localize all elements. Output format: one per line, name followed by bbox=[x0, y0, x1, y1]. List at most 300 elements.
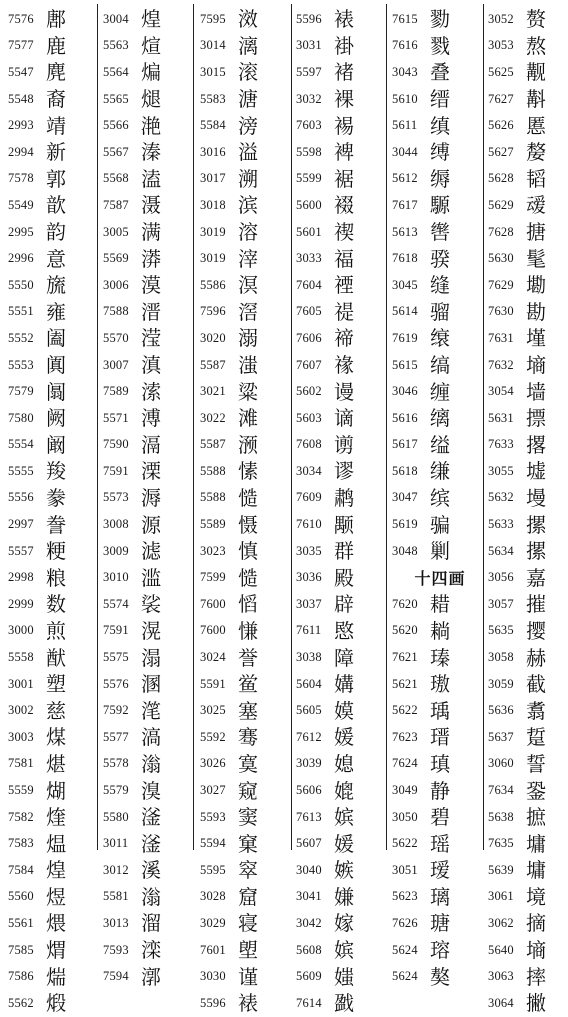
entry-character: 滨 bbox=[238, 193, 258, 218]
entry-character: 嫌 bbox=[334, 884, 354, 909]
entry-number: 3055 bbox=[488, 463, 514, 478]
entry-character: 粳 bbox=[46, 539, 66, 564]
entry-character: 羧 bbox=[46, 459, 66, 484]
entry-number: 7588 bbox=[103, 304, 129, 319]
index-entry bbox=[296, 697, 384, 724]
entry-character: 瑀 bbox=[430, 698, 450, 723]
index-entry bbox=[200, 777, 288, 804]
index-entry bbox=[296, 245, 384, 272]
entry-character: 慊 bbox=[238, 618, 258, 643]
entry-character: 豢 bbox=[46, 485, 66, 510]
index-entry bbox=[200, 990, 288, 1017]
entry-character: 溱 bbox=[141, 140, 161, 165]
entry-character: 墒 bbox=[526, 353, 546, 378]
index-entry bbox=[200, 538, 288, 565]
index-entry bbox=[488, 937, 568, 964]
entry-number: 3037 bbox=[296, 596, 322, 611]
index-entry bbox=[200, 751, 288, 778]
index-entry bbox=[488, 963, 568, 990]
entry-character: 獒 bbox=[430, 964, 450, 989]
entry-number: 5609 bbox=[296, 969, 322, 984]
entry-number: 5637 bbox=[488, 729, 514, 744]
entry-number: 5573 bbox=[103, 490, 129, 505]
entry-character: 窟 bbox=[238, 884, 258, 909]
entry-character: 嫠 bbox=[526, 140, 546, 165]
entry-character: 叠 bbox=[430, 60, 450, 85]
entry-character: 煅 bbox=[46, 991, 66, 1016]
entry-character: 溘 bbox=[141, 166, 161, 191]
entry-number: 3040 bbox=[296, 862, 322, 877]
entry-character: 韵 bbox=[46, 220, 66, 245]
entry-number: 7589 bbox=[103, 384, 129, 399]
entry-character: 煟 bbox=[46, 938, 66, 963]
column-divider bbox=[386, 4, 387, 850]
entry-number: 5596 bbox=[200, 995, 226, 1010]
index-column-1 bbox=[8, 6, 94, 1017]
entry-character: 旒 bbox=[46, 273, 66, 298]
index-entry bbox=[296, 777, 384, 804]
entry-number: 5622 bbox=[392, 703, 418, 718]
entry-character: 溏 bbox=[238, 87, 258, 112]
entry-number: 7580 bbox=[8, 410, 34, 425]
entry-number: 3025 bbox=[200, 703, 226, 718]
entry-character: 雍 bbox=[46, 299, 66, 324]
entry-character: 翥 bbox=[526, 698, 546, 723]
index-entry bbox=[488, 299, 568, 326]
entry-number: 2995 bbox=[8, 224, 34, 239]
entry-number: 5571 bbox=[103, 410, 129, 425]
entry-number: 3009 bbox=[103, 543, 129, 558]
index-entry bbox=[488, 139, 568, 166]
index-entry bbox=[103, 33, 189, 60]
entry-character: 戤 bbox=[334, 991, 354, 1016]
index-entry bbox=[200, 511, 288, 538]
entry-character: 墒 bbox=[526, 938, 546, 963]
entry-number: 7620 bbox=[392, 596, 418, 611]
entry-number: 5596 bbox=[296, 11, 322, 26]
index-entry bbox=[8, 697, 94, 724]
index-entry bbox=[488, 112, 568, 139]
index-entry bbox=[488, 86, 568, 113]
entry-number: 5634 bbox=[488, 543, 514, 558]
entry-character: 群 bbox=[334, 539, 354, 564]
entry-character: 滧 bbox=[238, 7, 258, 32]
entry-character: 璈 bbox=[430, 672, 450, 697]
entry-character: 媸 bbox=[334, 964, 354, 989]
entry-number: 5601 bbox=[296, 224, 322, 239]
index-entry bbox=[200, 644, 288, 671]
index-entry bbox=[488, 564, 568, 591]
entry-character: 勠 bbox=[430, 7, 450, 32]
index-entry bbox=[296, 378, 384, 405]
index-entry bbox=[296, 910, 384, 937]
index-entry bbox=[488, 6, 568, 33]
entry-number: 3002 bbox=[8, 703, 34, 718]
index-entry bbox=[488, 751, 568, 778]
entry-character: 戮 bbox=[430, 33, 450, 58]
index-entry bbox=[392, 937, 480, 964]
entry-character: 溺 bbox=[238, 326, 258, 351]
entry-number: 3063 bbox=[488, 969, 514, 984]
index-entry bbox=[103, 139, 189, 166]
entry-character: 滚 bbox=[238, 60, 258, 85]
entry-character: 墈 bbox=[526, 273, 546, 298]
entry-number: 7618 bbox=[392, 251, 418, 266]
entry-character: 嫉 bbox=[334, 858, 354, 883]
entry-character: 媛 bbox=[334, 831, 354, 856]
entry-number: 7624 bbox=[392, 756, 418, 771]
entry-number: 5579 bbox=[103, 783, 129, 798]
entry-number: 3004 bbox=[103, 11, 129, 26]
entry-character: 溷 bbox=[141, 672, 161, 697]
entry-character: 溢 bbox=[238, 140, 258, 165]
index-entry bbox=[200, 86, 288, 113]
entry-character: 嫁 bbox=[334, 911, 354, 936]
entry-character: 障 bbox=[334, 645, 354, 670]
index-entry bbox=[103, 511, 189, 538]
entry-character: 裸 bbox=[334, 87, 354, 112]
entry-number: 7612 bbox=[296, 729, 322, 744]
entry-character: 鲎 bbox=[238, 672, 258, 697]
entry-character: 境 bbox=[526, 884, 546, 909]
entry-number: 3010 bbox=[103, 570, 129, 585]
entry-character: 漷 bbox=[141, 964, 161, 989]
index-entry bbox=[103, 112, 189, 139]
index-entry bbox=[296, 830, 384, 857]
entry-number: 3038 bbox=[296, 650, 322, 665]
entry-number: 3013 bbox=[103, 915, 129, 930]
entry-character: 誓 bbox=[526, 751, 546, 776]
entry-character: 瑷 bbox=[430, 858, 450, 883]
entry-character: 缠 bbox=[430, 379, 450, 404]
index-entry bbox=[296, 139, 384, 166]
entry-character: 滘 bbox=[238, 299, 258, 324]
entry-number: 3057 bbox=[488, 596, 514, 611]
entry-number: 7627 bbox=[488, 91, 514, 106]
index-entry bbox=[488, 697, 568, 724]
entry-character: 瑱 bbox=[430, 751, 450, 776]
index-entry bbox=[8, 33, 94, 60]
index-entry bbox=[200, 671, 288, 698]
entry-character: 裼 bbox=[334, 113, 354, 138]
entry-character: 勘 bbox=[526, 299, 546, 324]
index-entry bbox=[392, 139, 480, 166]
index-entry bbox=[296, 724, 384, 751]
index-entry bbox=[488, 325, 568, 352]
column-divider bbox=[291, 4, 292, 850]
entry-character: 瑭 bbox=[430, 911, 450, 936]
entry-character: 滢 bbox=[141, 326, 161, 351]
index-entry bbox=[103, 618, 189, 645]
index-entry bbox=[296, 511, 384, 538]
index-entry bbox=[392, 671, 480, 698]
index-entry bbox=[200, 830, 288, 857]
entry-character: 熬 bbox=[526, 33, 546, 58]
entry-number: 5592 bbox=[200, 729, 226, 744]
entry-character: 塞 bbox=[238, 698, 258, 723]
entry-character: 摞 bbox=[526, 512, 546, 537]
entry-character: 斠 bbox=[526, 87, 546, 112]
entry-number: 3051 bbox=[392, 862, 418, 877]
entry-number: 5631 bbox=[488, 410, 514, 425]
entry-number: 3062 bbox=[488, 915, 514, 930]
index-entry bbox=[296, 166, 384, 193]
index-entry bbox=[392, 112, 480, 139]
index-entry bbox=[200, 724, 288, 751]
stroke-count-header bbox=[392, 564, 480, 591]
entry-number: 5575 bbox=[103, 650, 129, 665]
entry-character: 缞 bbox=[430, 326, 450, 351]
index-entry bbox=[8, 777, 94, 804]
index-entry bbox=[103, 538, 189, 565]
entry-number: 3049 bbox=[392, 783, 418, 798]
entry-number: 7631 bbox=[488, 330, 514, 345]
entry-character: 叆 bbox=[526, 193, 546, 218]
index-entry bbox=[8, 644, 94, 671]
index-entry bbox=[200, 59, 288, 86]
entry-character: 煴 bbox=[46, 831, 66, 856]
index-entry bbox=[103, 192, 189, 219]
entry-character: 滤 bbox=[141, 539, 161, 564]
index-column-3 bbox=[200, 6, 288, 1017]
index-entry bbox=[8, 618, 94, 645]
entry-character: 溜 bbox=[141, 911, 161, 936]
entry-character: 剿 bbox=[430, 539, 450, 564]
entry-number: 2994 bbox=[8, 144, 34, 159]
index-entry bbox=[8, 86, 94, 113]
entry-number: 5613 bbox=[392, 224, 418, 239]
entry-character: 褚 bbox=[334, 60, 354, 85]
entry-character: 摔 bbox=[526, 964, 546, 989]
entry-number: 5600 bbox=[296, 197, 322, 212]
entry-character: 缝 bbox=[430, 273, 450, 298]
entry-number: 5589 bbox=[200, 517, 226, 532]
entry-number: 5623 bbox=[392, 889, 418, 904]
index-entry bbox=[488, 458, 568, 485]
entry-character: 歆 bbox=[46, 193, 66, 218]
index-entry bbox=[488, 245, 568, 272]
index-entry bbox=[8, 378, 94, 405]
index-entry bbox=[296, 192, 384, 219]
entry-number: 3030 bbox=[200, 969, 226, 984]
entry-number: 5636 bbox=[488, 703, 514, 718]
index-entry bbox=[103, 963, 189, 990]
index-entry bbox=[200, 192, 288, 219]
entry-number: 5629 bbox=[488, 197, 514, 212]
index-entry bbox=[296, 990, 384, 1017]
entry-number: 5556 bbox=[8, 490, 34, 505]
entry-character: 阘 bbox=[46, 379, 66, 404]
entry-character: 愫 bbox=[238, 459, 258, 484]
entry-character: 慥 bbox=[238, 485, 258, 510]
entry-number: 5551 bbox=[8, 304, 34, 319]
entry-character: 溹 bbox=[141, 379, 161, 404]
entry-character: 煎 bbox=[46, 618, 66, 643]
index-entry bbox=[200, 857, 288, 884]
entry-number: 7632 bbox=[488, 357, 514, 372]
entry-number: 5598 bbox=[296, 144, 322, 159]
entry-character: 福 bbox=[334, 246, 354, 271]
index-entry bbox=[296, 458, 384, 485]
entry-character: 滏 bbox=[141, 831, 161, 856]
index-entry bbox=[200, 697, 288, 724]
entry-number: 5597 bbox=[296, 64, 322, 79]
index-entry bbox=[296, 352, 384, 379]
index-entry bbox=[103, 378, 189, 405]
index-entry bbox=[392, 751, 480, 778]
index-entry bbox=[103, 884, 189, 911]
index-entry bbox=[488, 192, 568, 219]
entry-number: 7603 bbox=[296, 118, 322, 133]
entry-number: 3043 bbox=[392, 64, 418, 79]
index-entry bbox=[103, 59, 189, 86]
index-entry bbox=[103, 6, 189, 33]
index-entry bbox=[200, 405, 288, 432]
index-entry bbox=[392, 272, 480, 299]
index-entry bbox=[296, 405, 384, 432]
entry-number: 3028 bbox=[200, 889, 226, 904]
entry-character: 髦 bbox=[526, 246, 546, 271]
entry-number: 3054 bbox=[488, 384, 514, 399]
index-entry bbox=[103, 458, 189, 485]
index-entry bbox=[488, 990, 568, 1017]
entry-number: 3026 bbox=[200, 756, 226, 771]
index-entry bbox=[200, 485, 288, 512]
entry-number: 7604 bbox=[296, 277, 322, 292]
entry-number: 7635 bbox=[488, 836, 514, 851]
index-entry bbox=[103, 272, 189, 299]
entry-character: 辟 bbox=[334, 592, 354, 617]
entry-number: 7584 bbox=[8, 862, 34, 877]
index-entry bbox=[200, 564, 288, 591]
index-entry bbox=[488, 777, 568, 804]
entry-character: 滟 bbox=[141, 113, 161, 138]
index-entry bbox=[200, 219, 288, 246]
entry-number: 5586 bbox=[200, 277, 226, 292]
entry-character: 摭 bbox=[526, 805, 546, 830]
entry-number: 7582 bbox=[8, 809, 34, 824]
entry-character: 搪 bbox=[526, 220, 546, 245]
entry-character: 裔 bbox=[46, 87, 66, 112]
entry-number: 5611 bbox=[392, 118, 418, 133]
index-entry bbox=[392, 857, 480, 884]
index-entry bbox=[488, 910, 568, 937]
entry-character: 缛 bbox=[430, 166, 450, 191]
entry-character: 新 bbox=[46, 140, 66, 165]
entry-character: 窣 bbox=[238, 858, 258, 883]
index-entry bbox=[103, 245, 189, 272]
index-entry bbox=[488, 644, 568, 671]
entry-number: 3061 bbox=[488, 889, 514, 904]
entry-number: 7591 bbox=[103, 623, 129, 638]
index-entry bbox=[8, 830, 94, 857]
entry-character: 溶 bbox=[238, 220, 258, 245]
index-entry bbox=[103, 671, 189, 698]
index-entry bbox=[8, 564, 94, 591]
index-entry bbox=[8, 724, 94, 751]
entry-character: 滏 bbox=[141, 805, 161, 830]
entry-number: 3045 bbox=[392, 277, 418, 292]
entry-character: 禋 bbox=[334, 273, 354, 298]
entry-number: 3024 bbox=[200, 650, 226, 665]
index-column-5 bbox=[392, 6, 480, 990]
index-entry bbox=[296, 33, 384, 60]
entry-number: 5566 bbox=[103, 118, 129, 133]
index-entry bbox=[200, 112, 288, 139]
entry-number: 7579 bbox=[8, 384, 34, 399]
entry-number: 5616 bbox=[392, 410, 418, 425]
index-entry bbox=[8, 59, 94, 86]
entry-character: 嫔 bbox=[334, 938, 354, 963]
entry-number: 3056 bbox=[488, 570, 514, 585]
entry-character: 煜 bbox=[46, 884, 66, 909]
entry-number: 7596 bbox=[200, 304, 226, 319]
entry-number: 5624 bbox=[392, 969, 418, 984]
index-entry bbox=[8, 884, 94, 911]
entry-character: 裨 bbox=[334, 140, 354, 165]
entry-character: 誉 bbox=[238, 645, 258, 670]
entry-number: 5604 bbox=[296, 676, 322, 691]
index-entry bbox=[8, 538, 94, 565]
entry-character: 瑨 bbox=[430, 725, 450, 750]
entry-number: 2997 bbox=[8, 517, 34, 532]
index-entry bbox=[200, 910, 288, 937]
entry-number: 7621 bbox=[392, 650, 418, 665]
index-entry bbox=[392, 511, 480, 538]
index-entry bbox=[488, 511, 568, 538]
index-entry bbox=[488, 352, 568, 379]
index-entry bbox=[103, 591, 189, 618]
entry-character: 静 bbox=[430, 778, 450, 803]
entry-number: 5553 bbox=[8, 357, 34, 372]
index-entry bbox=[296, 59, 384, 86]
entry-number: 3019 bbox=[200, 224, 226, 239]
entry-number: 5602 bbox=[296, 384, 322, 399]
entry-number: 5561 bbox=[8, 915, 34, 930]
entry-character: 瑶 bbox=[430, 831, 450, 856]
index-entry bbox=[296, 112, 384, 139]
entry-character: 慑 bbox=[238, 512, 258, 537]
entry-number: 7599 bbox=[200, 570, 226, 585]
index-entry bbox=[103, 751, 189, 778]
entry-number: 3064 bbox=[488, 995, 514, 1010]
entry-number: 5614 bbox=[392, 304, 418, 319]
index-entry bbox=[8, 219, 94, 246]
index-entry bbox=[200, 432, 288, 459]
entry-character: 滇 bbox=[141, 353, 161, 378]
index-entry bbox=[488, 219, 568, 246]
entry-character: 煺 bbox=[141, 87, 161, 112]
entry-number: 7577 bbox=[8, 38, 34, 53]
entry-number: 5588 bbox=[200, 463, 226, 478]
index-entry bbox=[103, 299, 189, 326]
index-entry bbox=[296, 618, 384, 645]
entry-character: 禊 bbox=[334, 220, 354, 245]
entry-number: 7629 bbox=[488, 277, 514, 292]
entry-character: 瑢 bbox=[430, 938, 450, 963]
entry-character: 禔 bbox=[334, 299, 354, 324]
index-entry bbox=[103, 857, 189, 884]
index-entry bbox=[296, 963, 384, 990]
entry-number: 5627 bbox=[488, 144, 514, 159]
entry-number: 5547 bbox=[8, 64, 34, 79]
index-entry bbox=[392, 458, 480, 485]
entry-number: 5587 bbox=[200, 357, 226, 372]
entry-character: 缙 bbox=[430, 87, 450, 112]
entry-character: 缚 bbox=[430, 140, 450, 165]
entry-character: 墉 bbox=[526, 858, 546, 883]
entry-number: 7614 bbox=[296, 995, 322, 1010]
